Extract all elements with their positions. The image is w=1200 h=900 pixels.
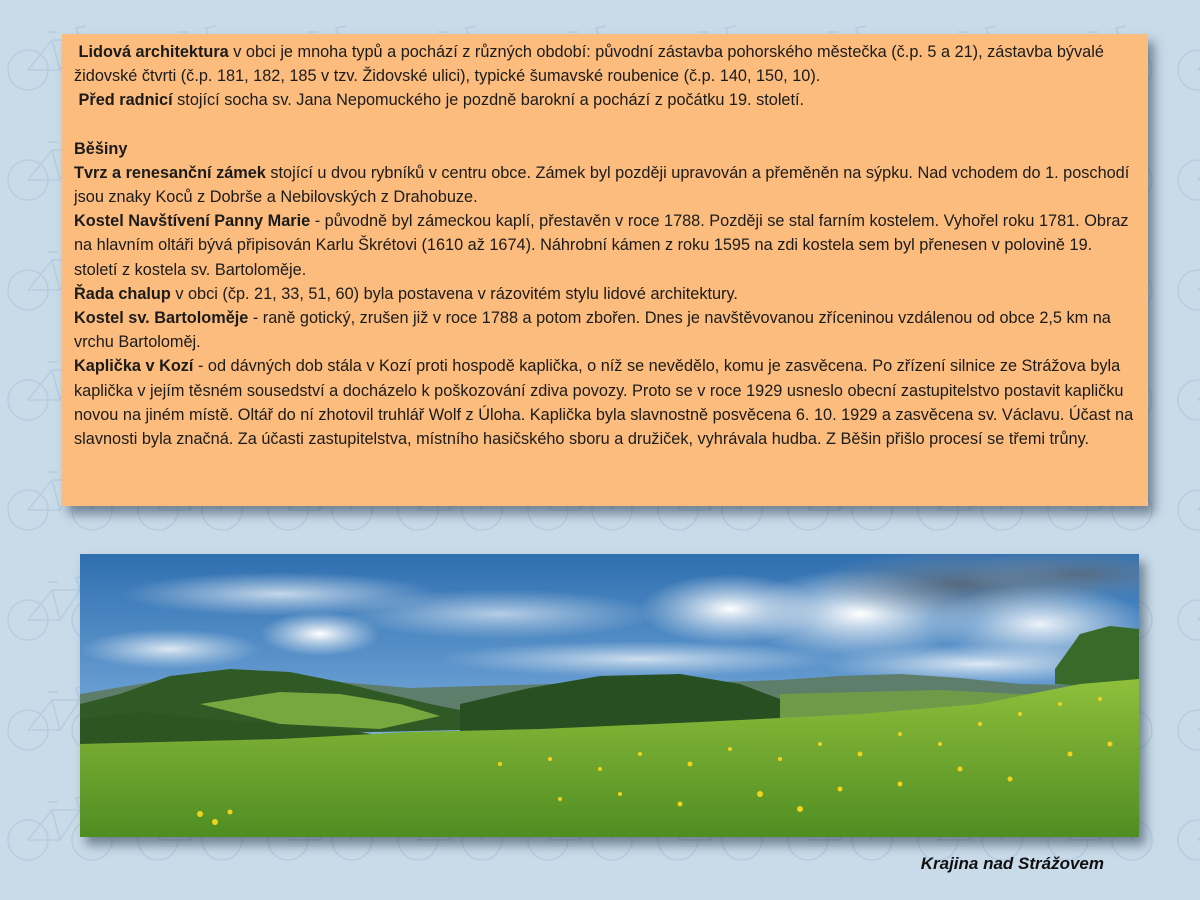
paragraph-spacer	[74, 113, 1136, 137]
paragraph-chapel-kozi	[74, 354, 1136, 451]
heading-church-bartholomew: Kostel sv. Bartoloměje	[74, 309, 249, 328]
section-title-text: Běšiny	[74, 139, 128, 158]
heading-church-visitation: Kostel Navštívení Panny Marie	[74, 212, 311, 231]
paragraph-fortress	[74, 161, 1136, 209]
text-folk-architecture: v obci je mnoha typů a pochází z různých období: původní zástavba pohorského městečka (č.p. 5 a 21), zástavba bývalé židovské čtvrti (č.p. 181, 182, 185 v tzv. Židovské ulici), typické šumavské roubenice (č.p. 140, 150, 10).	[74, 43, 1104, 86]
text-church-visitation: - původně byl zámeckou kaplí, přestavěn v roce 1788. Později se stal farním kostelem. Vyhořel roku 1781. Obraz na hlavním oltáři bývá připisován Karlu Škrétovi (1610 až 1674). Náhrobní kámen z roku 1595 na zdi kostela sem byl přenesen v polovině 19. století z kostela sv. Bartoloměje.	[74, 212, 1129, 279]
paragraph-cottages	[74, 282, 1136, 306]
photo-caption: Krajina nad Strážovem	[920, 854, 1104, 873]
paragraph-church-bartholomew	[74, 306, 1136, 354]
landscape-illustration	[80, 554, 1139, 837]
paragraph-town-hall	[74, 88, 1136, 112]
text-panel	[62, 34, 1148, 506]
text-church-bartholomew: - raně gotický, zrušen již v roce 1788 a potom zbořen. Dnes je navštěvovanou zříceninou vzdálenou od obce 2,5 km na vrchu Bartoloměj.	[74, 309, 1111, 352]
text-cottages: v obci (čp. 21, 33, 51, 60) byla postavena v rázovitém stylu lidové architektury.	[170, 284, 738, 303]
paragraph-folk-architecture	[74, 40, 1136, 88]
text-chapel-kozi: - od dávných dob stála v Kozí proti hospodě kaplička, o níž se nevědělo, komu je zasvěcena. Po zřízení silnice ze Strážova byla kaplička v jejím těsném sousedství a docházelo k poškozování zdiva povozy. Proto se v roce 1929 usneslo obecní zastupitelstvo postavit kapličku novou na jiném místě. Oltář do ní zhotovil truhlář Wolf z Úloha. Kaplička byla slavnostně posvěcena 6. 10. 1929 a zasvěcena sv. Václavu. Účast na slavnosti byla značná. Za účasti zastupitelstva, místního hasičského sboru a družiček, vyhrávala hudba. Z Běšin přišlo procesí se třemi trůny.	[74, 357, 1134, 449]
paragraph-church-visitation	[74, 209, 1136, 282]
section-title-besiny	[74, 137, 1136, 161]
heading-cottages: Řada chalup	[74, 284, 171, 303]
heading-fortress: Tvrz a renesanční zámek	[74, 163, 266, 182]
landscape-photo	[80, 554, 1139, 837]
heading-folk-architecture: Lidová architektura	[78, 43, 229, 61]
text-town-hall: stojící socha sv. Jana Nepomuckého je pozdně barokní a pochází z počátku 19. století.	[172, 91, 805, 110]
heading-chapel-kozi: Kaplička v Kozí	[74, 357, 194, 376]
heading-town-hall: Před radnicí	[78, 91, 173, 110]
text-fortress: stojící u dvou rybníků v centru obce. Zámek byl později upravován a přeměněn na sýpku. Nad vchodem do 1. poschodí jsou znaky Koců z Dobrše a Nebilovských z Drahobuze.	[74, 163, 1130, 207]
